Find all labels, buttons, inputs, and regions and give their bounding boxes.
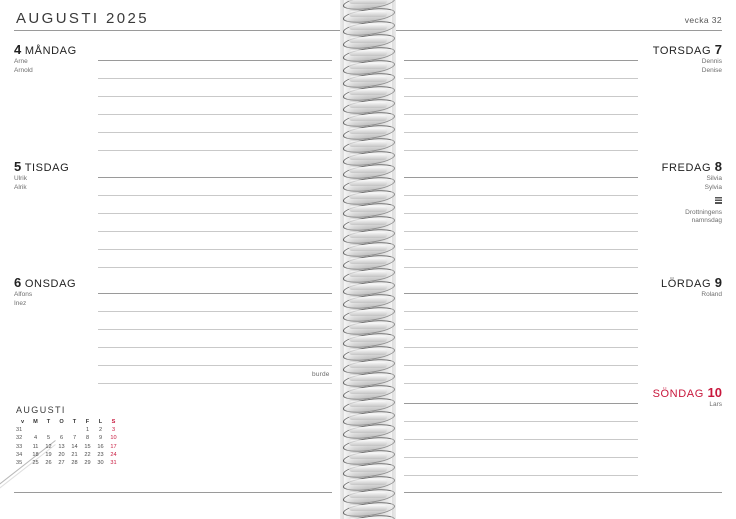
spiral-coil <box>343 360 393 371</box>
mini-day-cell[interactable]: 29 <box>84 460 91 467</box>
writing-line[interactable] <box>98 347 332 365</box>
spiral-coil <box>343 126 393 137</box>
spiral-coil <box>343 321 393 332</box>
mini-day-cell[interactable]: 20 <box>58 451 65 458</box>
day-number: 6 <box>14 275 22 290</box>
day-number: 8 <box>714 159 722 174</box>
flag-day-note: Drottningens <box>685 208 722 216</box>
writing-line[interactable] <box>404 329 638 347</box>
writing-line[interactable] <box>404 347 638 365</box>
writing-line[interactable] <box>98 195 332 213</box>
writing-line[interactable] <box>404 195 638 213</box>
writing-lines[interactable] <box>404 293 638 401</box>
mini-week-number: 32 <box>16 435 23 442</box>
mini-day-cell[interactable]: 30 <box>97 460 104 467</box>
writing-line[interactable] <box>404 439 638 457</box>
spiral-coil <box>343 113 393 124</box>
right-page-bottom-divider <box>404 492 722 493</box>
mini-col-sat: L <box>98 419 103 426</box>
mini-day-cell[interactable]: 25 <box>32 460 39 467</box>
spiral-coil <box>343 438 393 449</box>
writing-line[interactable] <box>98 249 332 267</box>
writing-line[interactable] <box>98 311 332 329</box>
name-day: Lars <box>709 401 722 408</box>
spiral-coil <box>343 373 393 384</box>
day-number: 7 <box>714 42 722 57</box>
writing-line[interactable] <box>404 249 638 267</box>
name-day: Sylvia <box>704 183 722 191</box>
writing-line[interactable] <box>98 114 332 132</box>
name-day: Roland <box>701 291 722 298</box>
writing-line[interactable] <box>98 267 332 285</box>
mini-day-cell[interactable]: 3 <box>111 427 116 434</box>
mini-day-cell[interactable]: 22 <box>84 451 91 458</box>
writing-line[interactable] <box>404 421 638 439</box>
writing-line[interactable] <box>98 213 332 231</box>
week-number-label: vecka 32 <box>684 15 722 25</box>
page-title: AUGUSTI 2025 <box>16 10 150 27</box>
writing-line[interactable] <box>404 96 638 114</box>
spiral-coil <box>343 503 393 514</box>
mini-day-cell[interactable]: 15 <box>84 443 91 450</box>
mini-day-cell[interactable]: 26 <box>45 460 52 467</box>
mini-col-wed: O <box>59 419 64 426</box>
writing-line[interactable] <box>98 150 332 168</box>
mini-day-cell[interactable]: 10 <box>110 435 117 442</box>
day-heading <box>661 275 722 290</box>
spiral-coil <box>343 9 393 20</box>
mini-col-sun: S <box>111 419 116 426</box>
writing-line[interactable] <box>404 60 638 78</box>
mini-day-cell[interactable]: 5 <box>46 435 51 442</box>
mini-day-cell[interactable]: 28 <box>71 460 78 467</box>
name-day: Inez <box>14 299 27 307</box>
spiral-coil <box>343 269 393 280</box>
spiral-coil <box>343 100 393 111</box>
spiral-coil <box>343 347 393 358</box>
mini-week-number: 35 <box>16 460 23 467</box>
name-day: Dennis <box>701 58 722 65</box>
writing-line[interactable] <box>98 177 332 195</box>
day-heading <box>653 42 722 57</box>
mini-day-cell[interactable] <box>55 426 68 434</box>
mini-day-cell[interactable]: 14 <box>71 443 78 450</box>
writing-lines[interactable] <box>98 60 332 168</box>
mini-calendar-row <box>16 426 120 434</box>
day-heading <box>14 42 77 57</box>
mini-day-cell[interactable]: 8 <box>85 435 90 442</box>
mini-col-mon: M <box>33 419 38 426</box>
name-day: Denise <box>701 66 722 74</box>
day-weekday: SÖNDAG <box>652 388 704 400</box>
mini-month-calendar[interactable] <box>16 405 156 467</box>
page-corner-fold <box>0 459 70 519</box>
name-day: Ulrik <box>14 175 27 182</box>
spiral-coil <box>343 477 393 488</box>
day-weekday: LÖRDAG <box>661 278 712 290</box>
mini-day-cell[interactable] <box>68 426 81 434</box>
flag-icon <box>715 197 722 204</box>
day-weekday: FREDAG <box>661 162 712 174</box>
mini-day-cell[interactable]: 6 <box>59 435 64 442</box>
writing-line[interactable] <box>404 132 638 150</box>
writing-line[interactable] <box>98 329 332 347</box>
mini-day-cell[interactable]: 31 <box>110 460 117 467</box>
mini-day-cell[interactable]: 4 <box>33 435 38 442</box>
writing-line[interactable] <box>404 475 638 493</box>
mini-calendar-header-row <box>16 418 120 426</box>
spiral-coil <box>343 0 393 7</box>
mini-day-cell[interactable]: 9 <box>98 435 103 442</box>
writing-lines[interactable] <box>404 60 638 168</box>
writing-line[interactable] <box>404 457 638 475</box>
name-day: Arne <box>14 58 28 65</box>
mini-calendar-table <box>16 418 120 467</box>
name-day: Arnold <box>14 66 33 74</box>
name-day: Alfons <box>14 291 33 298</box>
mini-day-cell[interactable]: 13 <box>58 443 65 450</box>
spiral-coil <box>343 191 393 202</box>
mini-week-number: 31 <box>16 427 23 434</box>
spiral-coil <box>343 230 393 241</box>
mini-day-cell[interactable] <box>42 426 55 434</box>
mini-day-cell[interactable]: 7 <box>72 435 77 442</box>
mini-day-cell[interactable] <box>29 426 42 434</box>
spiral-coil <box>343 425 393 436</box>
writing-line[interactable] <box>98 293 332 311</box>
writing-lines[interactable] <box>404 403 638 493</box>
name-day-list <box>701 291 722 300</box>
mini-day-cell[interactable]: 17 <box>110 443 117 450</box>
spiral-coil <box>343 217 393 228</box>
mini-calendar-row <box>16 451 120 459</box>
name-day-list <box>709 401 722 410</box>
mini-day-cell[interactable]: 1 <box>85 427 90 434</box>
flag-day-marker <box>685 197 722 209</box>
spiral-coil <box>343 152 393 163</box>
mini-day-cell[interactable]: 18 <box>32 451 39 458</box>
day-weekday: TISDAG <box>24 162 70 174</box>
spiral-binding <box>340 0 396 519</box>
name-day-list <box>702 58 722 75</box>
spiral-coil <box>343 243 393 254</box>
mini-day-cell[interactable]: 24 <box>110 451 117 458</box>
name-day: Alrik <box>14 183 27 191</box>
day-weekday: MÅNDAG <box>24 45 77 57</box>
left-page-bottom-divider <box>14 492 332 493</box>
mini-col-tue: T <box>46 419 51 426</box>
spiral-coil <box>343 61 393 72</box>
spiral-coil <box>343 178 393 189</box>
mini-col-week: v <box>20 419 25 426</box>
writing-line[interactable] <box>98 96 332 114</box>
mini-day-cell[interactable]: 11 <box>32 443 39 450</box>
spiral-coil <box>343 48 393 59</box>
spiral-coil <box>343 308 393 319</box>
mini-day-cell[interactable]: 16 <box>97 443 104 450</box>
mini-col-fri: F <box>85 419 90 426</box>
writing-lines[interactable] <box>404 177 638 285</box>
writing-line[interactable] <box>98 78 332 96</box>
writing-line[interactable] <box>404 365 638 383</box>
writing-line[interactable] <box>404 267 638 285</box>
day-weekday: TORSDAG <box>652 45 712 57</box>
writing-line[interactable] <box>404 78 638 96</box>
spiral-coil <box>343 35 393 46</box>
mini-day-cell[interactable]: 2 <box>98 427 103 434</box>
spiral-coil <box>343 22 393 33</box>
day-weekday: ONSDAG <box>24 278 77 290</box>
spiral-coil <box>343 74 393 85</box>
writing-line[interactable] <box>404 177 638 195</box>
mini-col-thu: T <box>72 419 77 426</box>
day-number: 9 <box>714 275 722 290</box>
writing-line[interactable] <box>404 403 638 421</box>
writing-line[interactable] <box>404 311 638 329</box>
name-day-list <box>14 291 32 308</box>
mini-day-cell[interactable]: 27 <box>58 460 65 467</box>
mini-week-number: 34 <box>16 451 23 458</box>
day-heading <box>662 159 722 174</box>
mini-calendar-row <box>16 459 120 467</box>
writing-lines[interactable] <box>98 177 332 285</box>
name-day-list <box>14 58 33 75</box>
spiral-coil <box>343 451 393 462</box>
day-number: 4 <box>14 42 22 57</box>
name-day-list <box>685 175 722 226</box>
spiral-coil <box>343 399 393 410</box>
spiral-coil <box>343 295 393 306</box>
name-day-list <box>14 175 27 192</box>
day-heading <box>14 275 76 290</box>
writing-line[interactable] <box>98 383 332 401</box>
spiral-coil <box>343 490 393 501</box>
writing-line[interactable] <box>404 231 638 249</box>
writing-line[interactable] <box>98 60 332 78</box>
writing-line[interactable] <box>404 114 638 132</box>
day-number: 5 <box>14 159 22 174</box>
mini-day-cell[interactable]: 12 <box>45 443 52 450</box>
day-heading <box>653 385 722 400</box>
day-number: 10 <box>707 385 722 400</box>
mini-week-number: 33 <box>16 443 23 450</box>
writing-line[interactable] <box>98 231 332 249</box>
handwritten-note: burde <box>312 371 330 378</box>
mini-day-cell[interactable]: 23 <box>97 451 104 458</box>
spiral-coil <box>343 256 393 267</box>
mini-calendar-row <box>16 443 120 451</box>
spiral-coil <box>343 139 393 150</box>
writing-line[interactable] <box>404 213 638 231</box>
writing-lines[interactable] <box>98 293 332 401</box>
writing-line[interactable] <box>404 293 638 311</box>
mini-day-cell[interactable]: 19 <box>45 451 52 458</box>
mini-calendar-row <box>16 434 120 442</box>
flag-day-note: namnsdag <box>691 217 722 224</box>
spiral-coil <box>343 464 393 475</box>
spiral-coil <box>343 165 393 176</box>
writing-line[interactable] <box>404 383 638 401</box>
spiral-coil <box>343 412 393 423</box>
spiral-coil <box>343 386 393 397</box>
writing-line[interactable] <box>98 365 332 383</box>
mini-day-cell[interactable]: 21 <box>71 451 78 458</box>
spiral-coil <box>343 87 393 98</box>
spiral-coil <box>343 334 393 345</box>
writing-line[interactable] <box>404 150 638 168</box>
spiral-coil <box>343 282 393 293</box>
name-day: Silvia <box>706 175 722 182</box>
day-heading <box>14 159 69 174</box>
writing-line[interactable] <box>98 132 332 150</box>
mini-calendar-title: AUGUSTI <box>16 405 66 415</box>
spiral-coil <box>343 204 393 215</box>
